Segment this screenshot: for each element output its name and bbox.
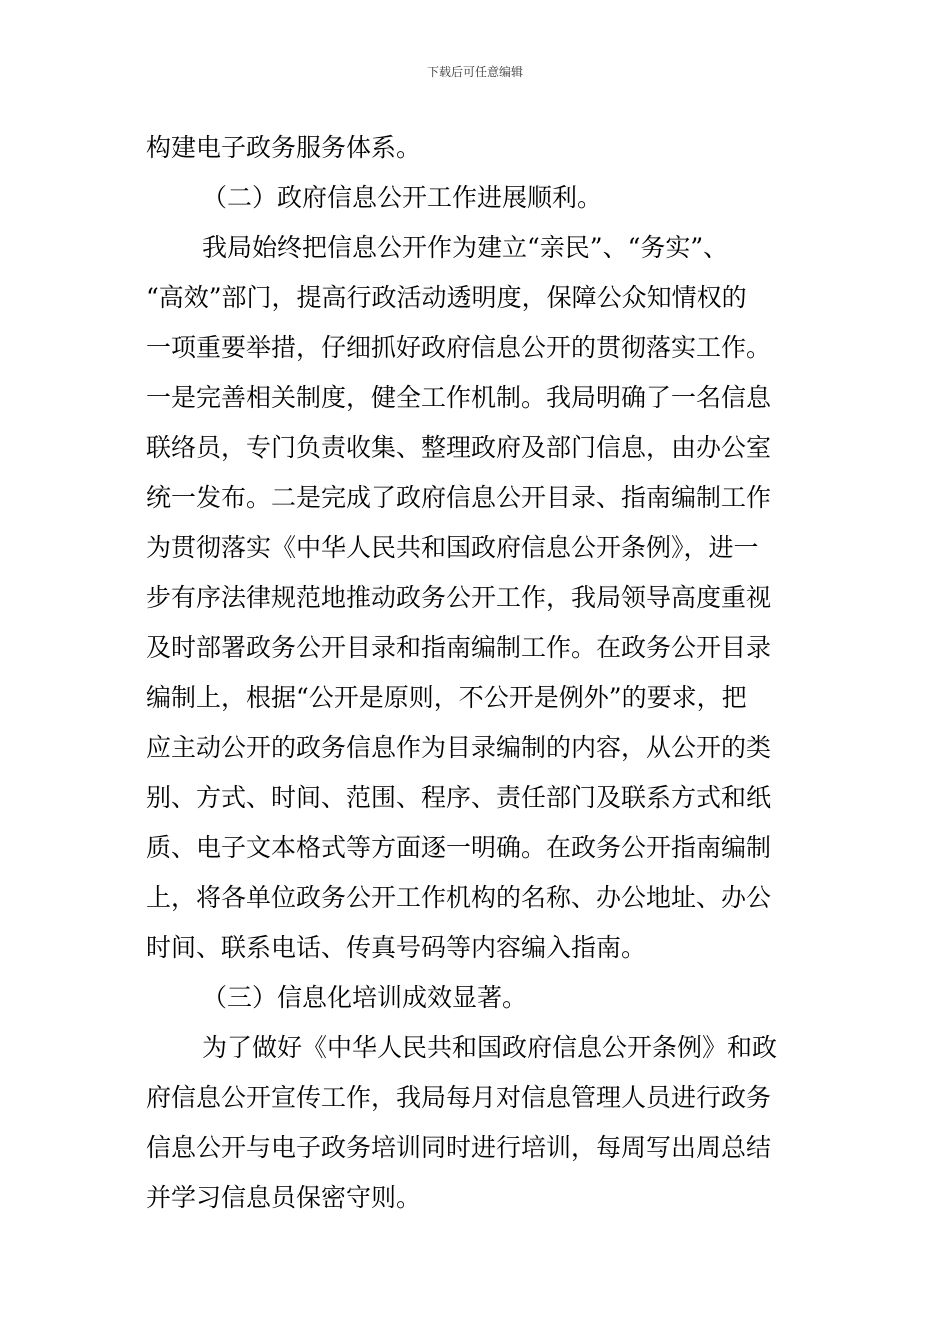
text-line: 为贯彻落实《中华人民共和国政府信息公开条例》，进一 [146,533,759,562]
text-line: 我局始终把信息公开作为建立“亲民”、“务实”、 [202,233,729,262]
text-line: “高效”部门，提高行政活动透明度，保障公众知情权的 [146,283,747,312]
text-line: 信息公开与电子政务培训同时进行培训，每周写出周总结 [146,1133,772,1162]
text-line: 应主动公开的政务信息作为目录编制的内容，从公开的类 [146,733,772,762]
page-header: 下载后可任意编辑 [426,65,523,79]
text-line: 并学习信息员保密守则。 [146,1183,422,1212]
text-line: 时间、联系电话、传真号码等内容编入指南。 [146,933,647,962]
text-line: 一是完善相关制度，健全工作机制。我局明确了一名信息 [146,383,772,412]
text-line: 统一发布。二是完成了政府信息公开目录、指南编制工作 [146,483,772,512]
text-line: 步有序法律规范地推动政务公开工作，我局领导高度重视 [146,583,772,612]
document-body [146,123,826,1223]
text-line: 构建电子政务服务体系。 [146,133,422,162]
text-line: 编制上，根据“公开是原则，不公开是例外”的要求，把 [146,683,747,712]
text-line: 府信息公开宣传工作，我局每月对信息管理人员进行政务 [146,1083,772,1112]
text-line: 为了做好《中华人民共和国政府信息公开条例》和政 [202,1033,778,1062]
text-line: 质、电子文本格式等方面逐一明确。在政务公开指南编制 [146,833,772,862]
text-line: 别、方式、时间、范围、程序、责任部门及联系方式和纸 [146,783,772,812]
text-line: （三）信息化培训成效显著。 [202,983,528,1012]
text-line: 联络员，专门负责收集、整理政府及部门信息，由办公室 [146,433,772,462]
text-line: 一项重要举措，仔细抓好政府信息公开的贯彻落实工作。 [146,333,772,362]
text-line: 上，将各单位政务公开工作机构的名称、办公地址、办公 [146,883,772,912]
text-line: （二）政府信息公开工作进展顺利。 [202,183,603,212]
text-line: 及时部署政务公开目录和指南编制工作。在政务公开目录 [146,633,772,662]
